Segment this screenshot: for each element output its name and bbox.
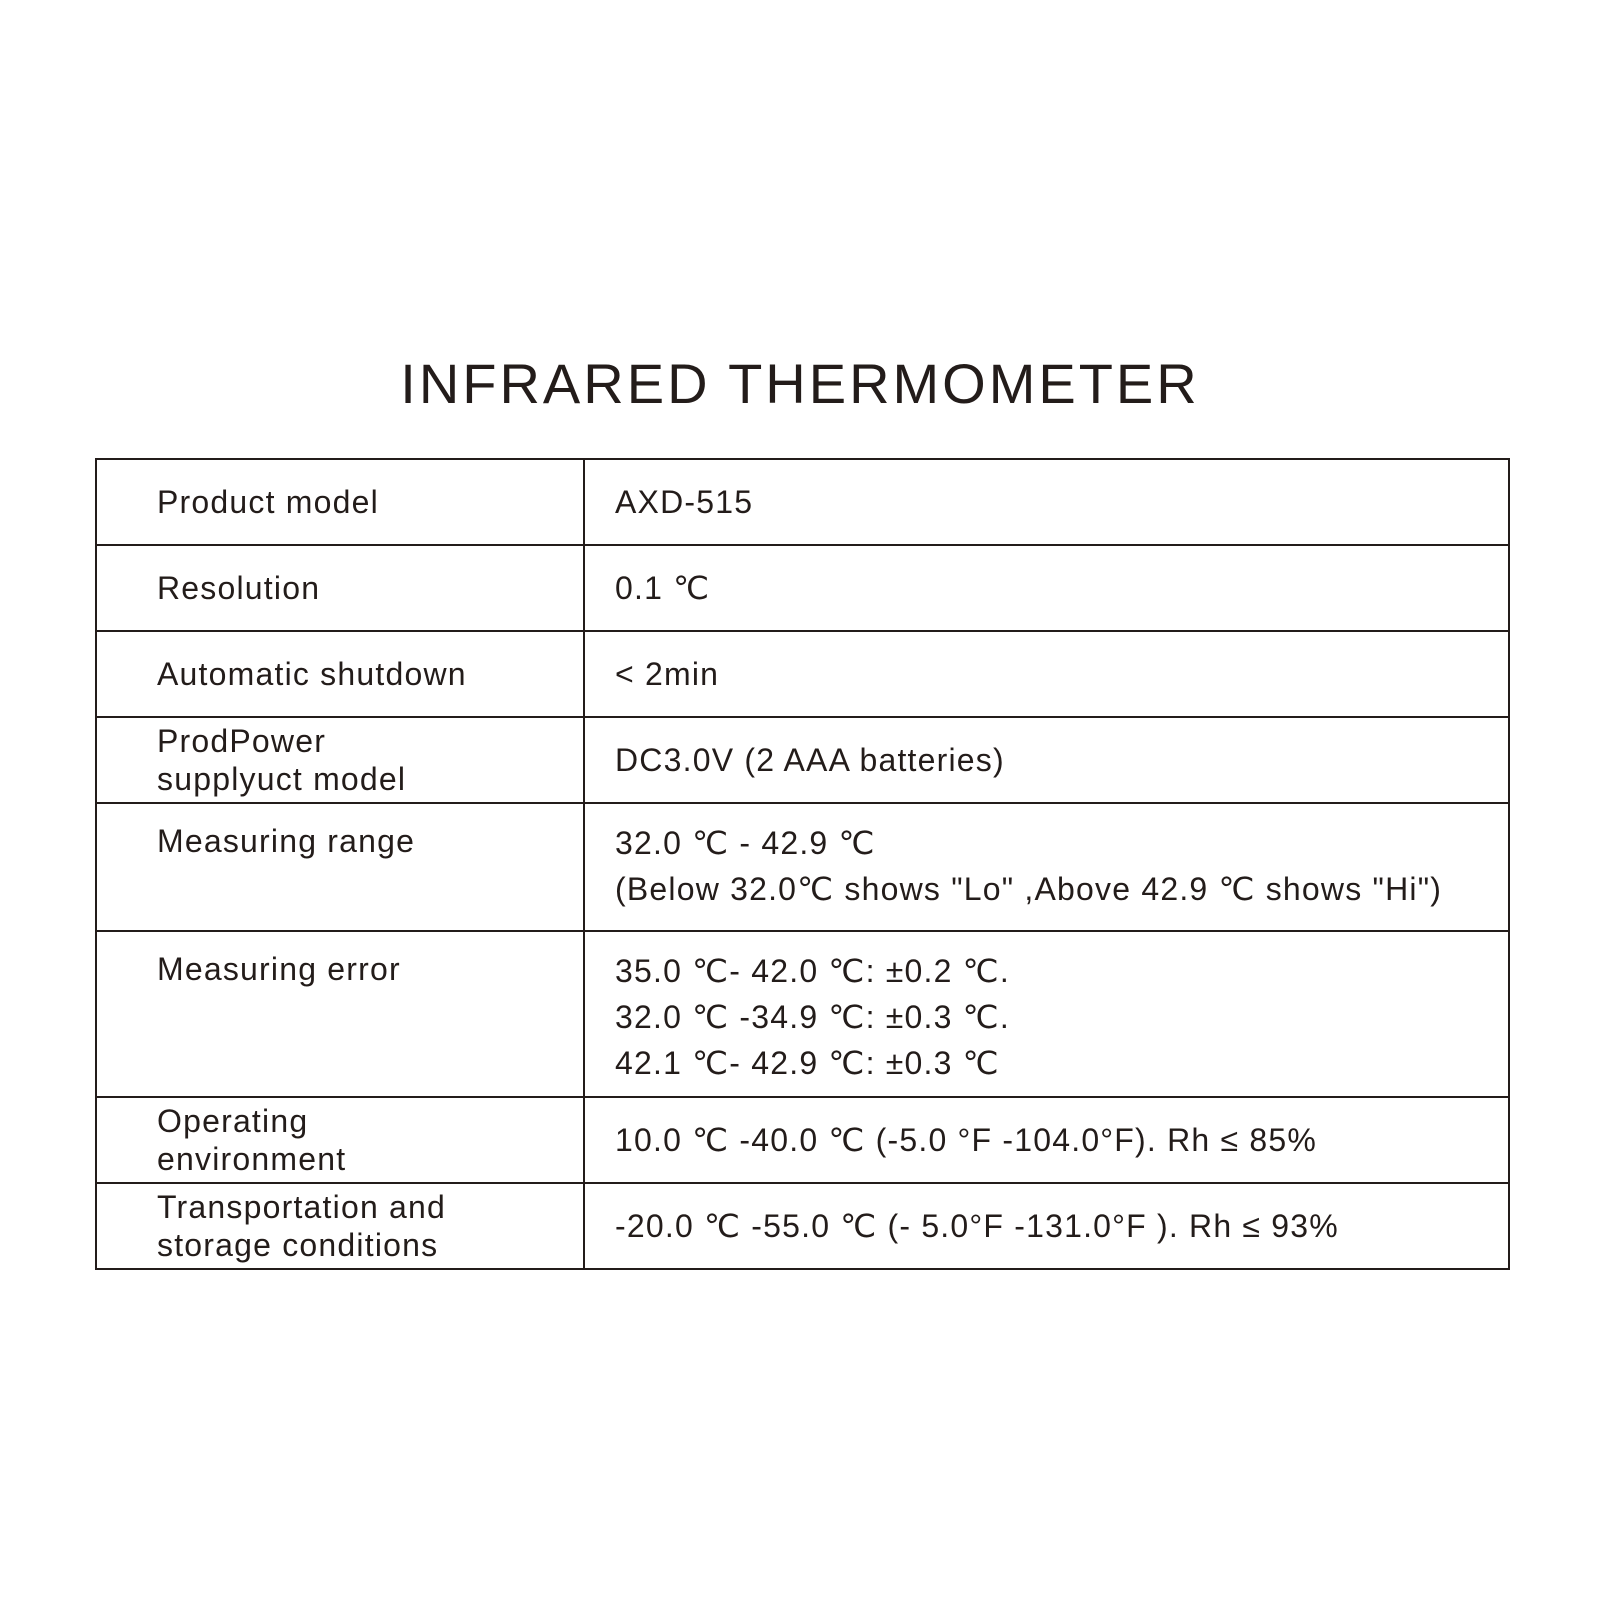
spec-label: Operating environment (96, 1097, 584, 1183)
spec-row-measuring-range (96, 803, 1509, 931)
spec-value: DC3.0V (2 AAA batteries) (584, 717, 1509, 803)
spec-row-power-supply (96, 717, 1509, 803)
spec-label: Product model (96, 459, 584, 545)
page-title: INFRARED THERMOMETER (400, 352, 1200, 415)
spec-label: Automatic shutdown (96, 631, 584, 717)
spec-row-operating-environment (96, 1097, 1509, 1183)
spec-row-measuring-error (96, 931, 1509, 1097)
spec-value: 35.0 ℃- 42.0 ℃: ±0.2 ℃. 32.0 ℃ -34.9 ℃: ±0.3 ℃. 42.1 ℃- 42.9 ℃: ±0.3 ℃ (584, 931, 1509, 1097)
spec-value: AXD-515 (584, 459, 1509, 545)
spec-value: 0.1 ℃ (584, 545, 1509, 631)
spec-row-resolution (96, 545, 1509, 631)
spec-table (95, 458, 1510, 1270)
spec-row-automatic-shutdown (96, 631, 1509, 717)
spec-label: Measuring range (96, 803, 584, 931)
spec-value: 10.0 ℃ -40.0 ℃ (-5.0 °F -104.0°F). Rh ≤ 85% (584, 1097, 1509, 1183)
spec-label: Transportation and storage conditions (96, 1183, 584, 1269)
spec-value: 32.0 ℃ - 42.9 ℃ (Below 32.0℃ shows "Lo" ,Above 42.9 ℃ shows "Hi") (584, 803, 1509, 931)
spec-label: ProdPower supplyuct model (96, 717, 584, 803)
spec-row-product-model (96, 459, 1509, 545)
spec-label: Measuring error (96, 931, 584, 1097)
spec-value: < 2min (584, 631, 1509, 717)
spec-label: Resolution (96, 545, 584, 631)
spec-row-transport-storage (96, 1183, 1509, 1269)
spec-value: -20.0 ℃ -55.0 ℃ (- 5.0°F -131.0°F ). Rh ≤ 93% (584, 1183, 1509, 1269)
